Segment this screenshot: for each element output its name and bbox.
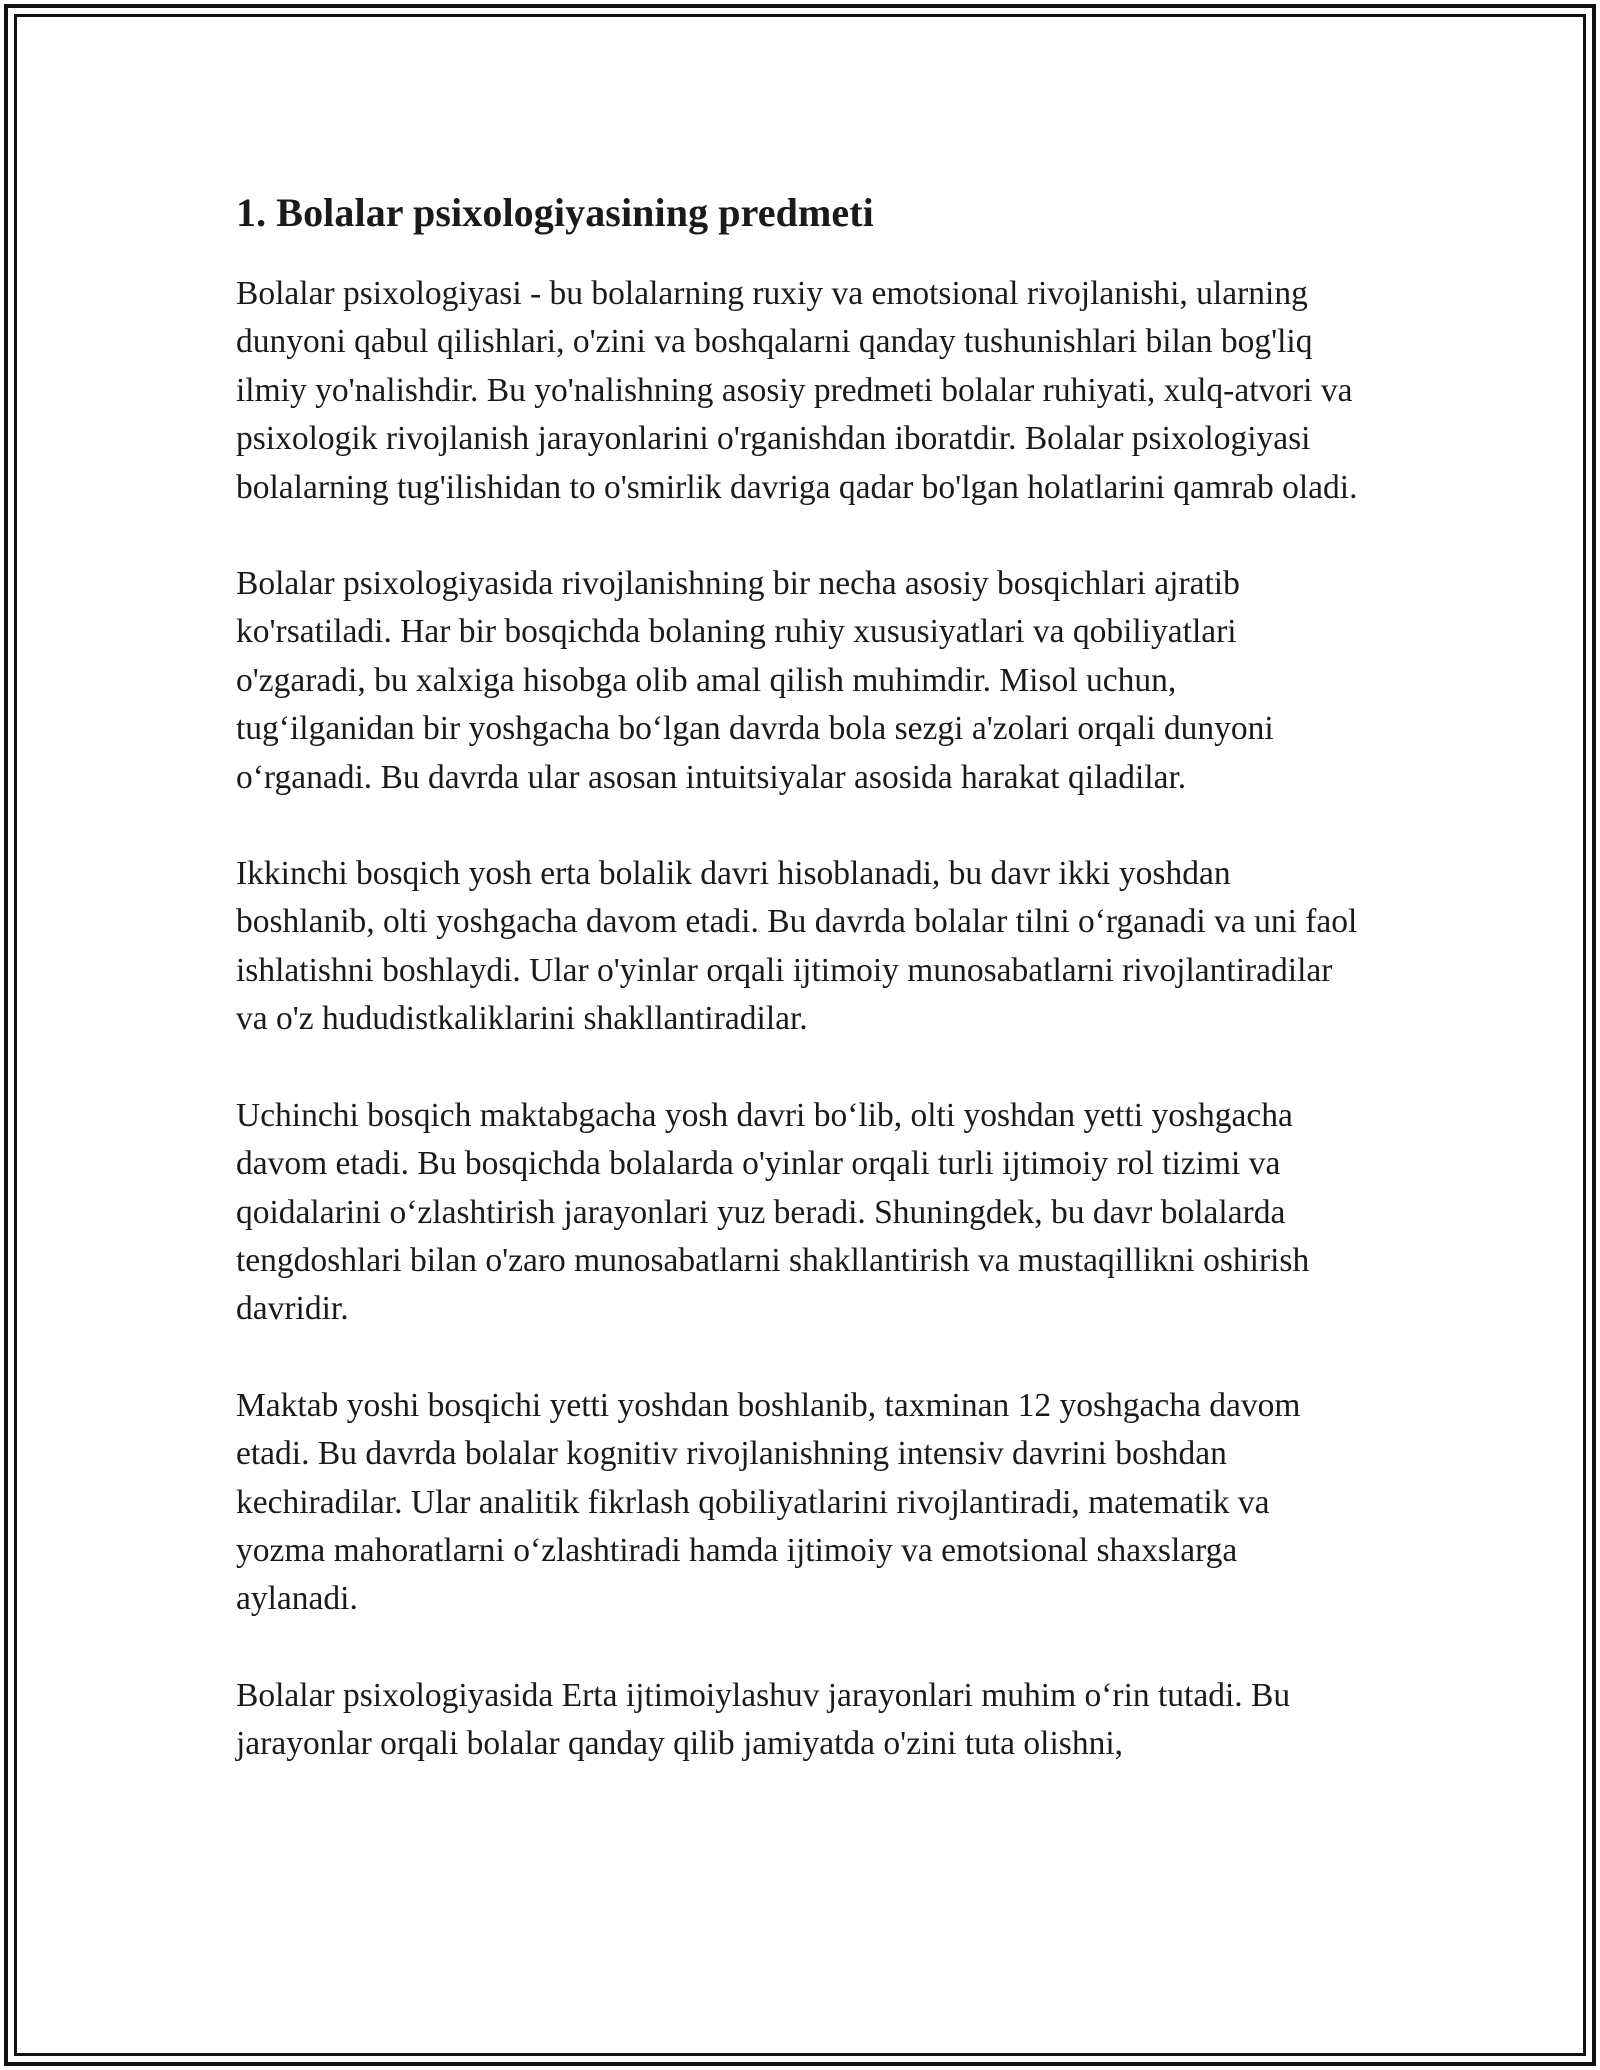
paragraph-5: Maktab yoshi bosqichi yetti yoshdan boshlanib, taxminan 12 yoshgacha davom etadi. Bu davrda bolalar kognitiv rivojlanishning intensiv davrini boshdan kechiradilar. Ular analitik fikrlash qobiliyatlarini rivojlantiradi, matematik va yozma mahoratlarni o‘zlashtiradi hamda ijtimoiy va emotsional shaxslarga aylanadi. (236, 1386, 1301, 1618)
paragraph-4: Uchinchi bosqich maktabgacha yosh davri bo‘lib, olti yoshdan yetti yoshgacha davom etadi. Bu bosqichda bolalarda o'yinlar orqali turli ijtimoiy rol tizimi va qoidalarini o‘zlashtirish jarayonlari yuz beradi. Shuningdek, bu davr bolalarda tengdoshlari bilan o'zaro munosabatlarni shakllantirish va mustaqillikni oshirish davridir. (236, 1096, 1310, 1328)
section-heading: 1. Bolalar psixologiyasining predmeti (236, 190, 874, 235)
paragraph-1: Bolalar psixologiyasi - bu bolalarning ruxiy va emotsional rivojlanishi, ularning dunyoni qabul qilishlari, o'zini va boshqalarni qanday tushunishlari bilan bog'liq ilmiy yo'nalishdir. Bu yo'nalishning asosiy predmeti bolalar ruhiyati, xulq-atvori va psixologik rivojlanish jarayonlarini o'rganishdan iboratdir. Bolalar psixologiyasi bolalarning tug'ilishidan to o'smirlik davriga qadar bo'lgan holatlarini qamrab oladi. (236, 275, 1358, 506)
paragraph-3: Ikkinchi bosqich yosh erta bolalik davri hisoblanadi, bu davr ikki yoshdan boshlanib, olti yoshgacha davom etadi. Bu davrda bolalar tilni o‘rganadi va uni faol ishlatishni boshlaydi. Ular o'yinlar orqali ijtimoiy munosabatlarni rivojlantiradilar va o'z hududistkaliklarini shakllantiradilar. (236, 855, 1358, 1038)
paragraph-6: Bolalar psixologiyasida Erta ijtimoiylashuv jarayonlari muhim o‘rin tutadi. Bu jarayonlar orqali bolalar qanday qilib jamiyatda o'zini tuta olishni, (236, 1676, 1291, 1763)
paragraph-2: Bolalar psixologiyasida rivojlanishning bir necha asosiy bosqichlari ajratib ko'rsatiladi. Har bir bosqichda bolaning ruhiy xususiyatlari va qobiliyatlari o'zgaradi, bu xalxiga hisobga olib amal qilish muhimdir. Misol uchun, tug‘ilganidan bir yoshgacha bo‘lgan davrda bola sezgi a'zolari orqali dunyoni o‘rganadi. Bu davrda ular asosan intuitsiyalar asosida harakat qiladilar. (236, 565, 1274, 796)
document-body (236, 186, 1361, 1817)
